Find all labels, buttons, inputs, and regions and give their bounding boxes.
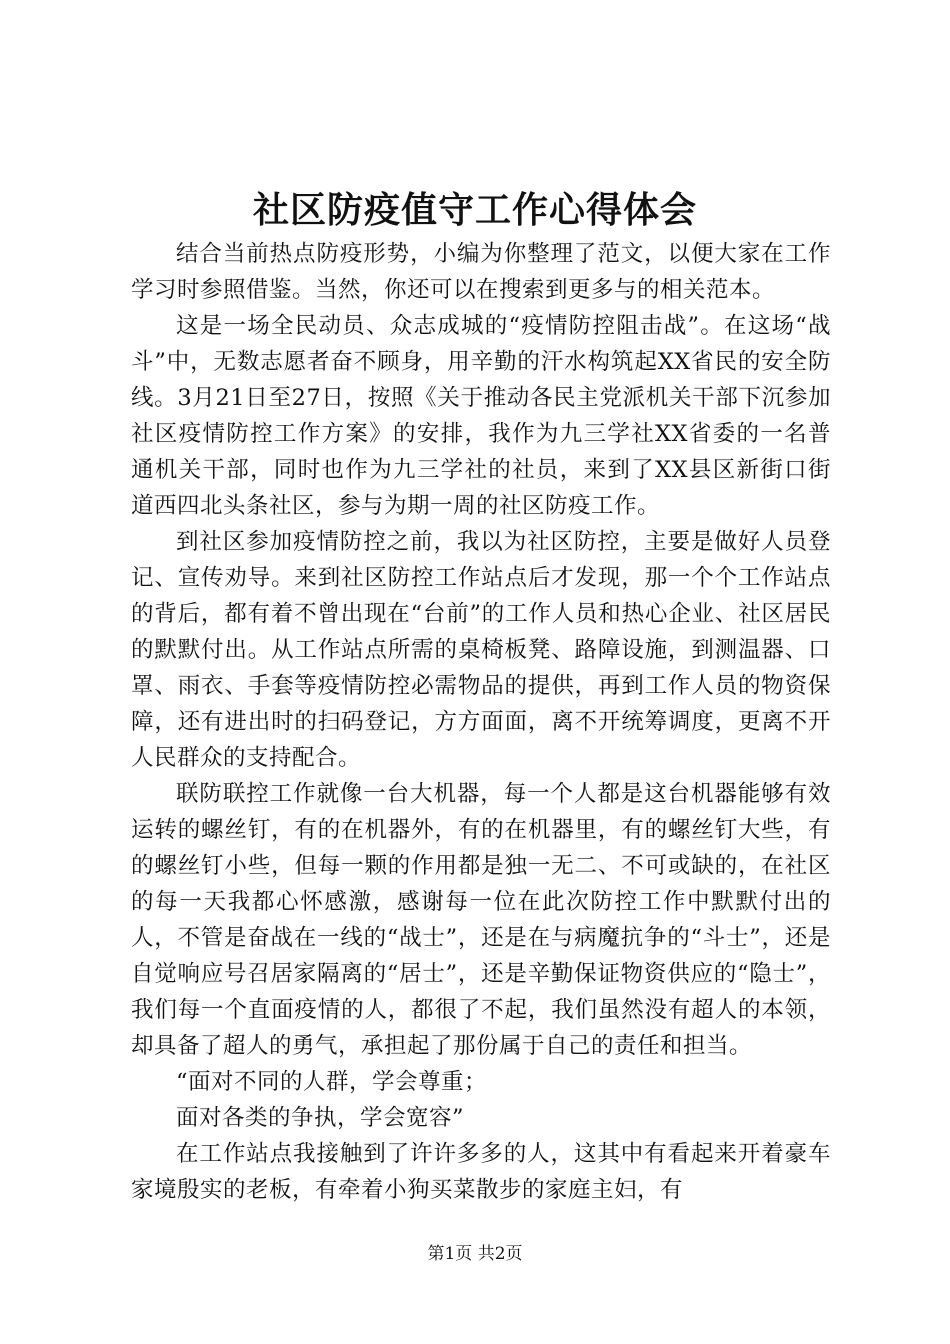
paragraph-battle: 这是一场全民动员、众志成城的“疫情防控阻击战”。在这场“战斗”中，无数志愿者奋不顾身，用辛勤的汗水构筑起XX省民的安全防线。3月21日至27日，按照《关于推动各民主党派机关干部下沉参加社区疫情防控工作方案》的安排，我作为九三学社XX省委的一名普通机关干部，同时也作为九三学社的社员，来到了XX县区新街口街道西四北头条社区，参与为期一周的社区防疫工作。 [131,313,831,519]
paragraph-community: 到社区参加疫情防控之前，我以为社区防控，主要是做好人员登记、宣传劝导。来到社区防控工作站点后才发现，那一个个工作站点的背后，都有着不曾出现在“台前”的工作人员和热心企业、社区居民的默默付出。从工作站点所需的桌椅板凳、路障设施，到测温器、口罩、雨衣、手套等疫情防控必需物品的提供，再到工作人员的物资保障，还有进出时的扫码登记，方方面面，离不开统筹调度，更离不开人民群众的支持配合。 [131,529,831,771]
paragraph-station: 在工作站点我接触到了许许多多的人，这其中有看起来开着豪车家境殷实的老板，有牵着小狗买菜散步的家庭主妇，有 [131,1141,831,1203]
document-title: 社区防疫值守工作心得体会 [252,189,697,231]
paragraph-machine: 联防联控工作就像一台大机器，每一个人都是这台机器能够有效运转的螺丝钉，有的在机器外，有的在机器里，有的螺丝钉大些，有的螺丝钉小些，但每一颗的作用都是独一无二、不可或缺的，在社区的每一天我都心怀感激，感谢每一位在此次防控工作中默默付出的人，不管是奋战在一线的“战士”，还是在与病魔抗争的“斗士”，还是自觉响应号召居家隔离的“居士”，还是辛勤保证物资供应的“隐士”，我们每一个直面疫情的人，都很了不起，我们虽然没有超人的本领，却具备了超人的勇气，承担起了那份属于自己的责任和担当。 [131,781,831,1059]
quote-line-respect: “面对不同的人群，学会尊重； [176,1069,488,1095]
document-body [131,236,831,1208]
quote-line-tolerance: 面对各类的争执，学会宽容” [176,1105,465,1131]
paragraph-intro: 结合当前热点防疫形势，小编为你整理了范文，以便大家在工作学习时参照借鉴。当然，你还可以在搜索到更多与的相关范本。 [131,241,831,303]
page-footer: 第1页 共2页 [427,1244,523,1264]
